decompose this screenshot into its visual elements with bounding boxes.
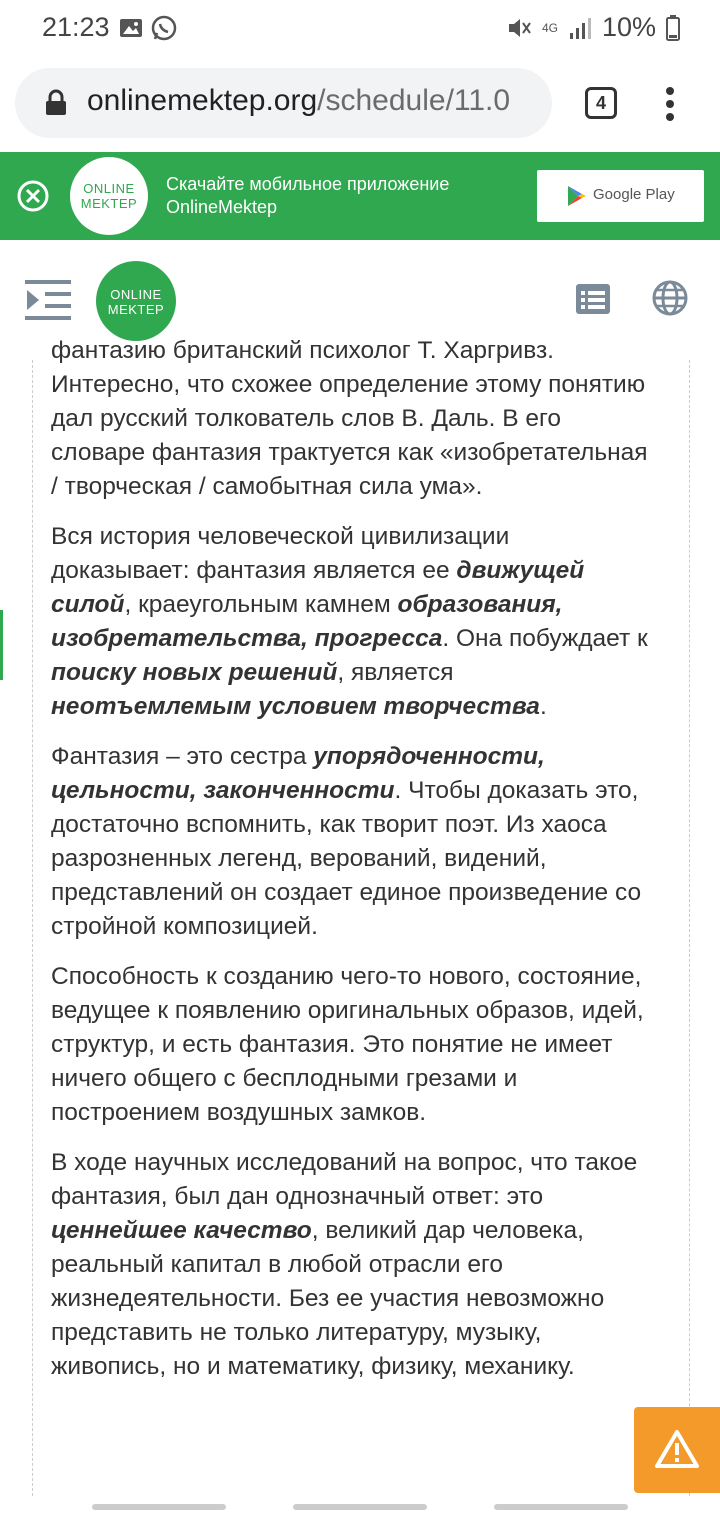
app-download-banner	[0, 152, 720, 240]
site-logo-line2: MEKTEP	[107, 302, 165, 317]
nav-recents[interactable]	[92, 1504, 226, 1510]
paragraph: фантазию британский психолог Т. Харгривз. Интересно, что схожее определение этому понятию дал русский толкователь слов В. Даль. В его словаре фантазия трактуется как «изобретательная / творческая / самобытная сила ума».	[51, 337, 648, 500]
system-nav-bar	[0, 1496, 720, 1520]
banner-text-line2: OnlineMektep	[166, 197, 278, 217]
text-run: , является	[337, 659, 454, 686]
menu-toggle-icon[interactable]	[25, 278, 71, 322]
close-banner-icon[interactable]	[17, 180, 49, 212]
warning-icon	[654, 1429, 700, 1469]
lock-icon	[45, 90, 67, 116]
banner-logo-line1: ONLINE	[83, 181, 135, 196]
url-path: /schedule/11.0	[317, 84, 511, 117]
more-options-icon[interactable]	[662, 86, 678, 122]
browser-toolbar	[0, 56, 720, 152]
emphasis-text: движущей силой	[51, 557, 585, 618]
content-border-right	[689, 360, 690, 1496]
tab-switcher-button[interactable]: 4	[585, 87, 617, 119]
battery-percent: 10%	[601, 12, 656, 42]
content-border-left	[32, 360, 33, 1496]
url-domain: onlinemektep.org	[87, 84, 318, 117]
signal-icon	[568, 15, 592, 41]
text-run: Вся история человеческой цивилизации доказывает: фантазия является ее	[51, 523, 510, 584]
banner-logo	[70, 157, 148, 235]
side-indicator	[0, 610, 3, 680]
google-play-button[interactable]	[537, 170, 704, 222]
article-text	[51, 334, 651, 1400]
site-logo[interactable]	[96, 261, 176, 341]
paragraph: Способность к созданию чего-то нового, состояние, ведущее к появлению оригинальных образов, идей, структур, и есть фантазия. Это понятие не имеет ничего общего с бесплодными грезами и построением воздушных замков.	[51, 963, 644, 1126]
emphasis-text: ценнейшее качество	[51, 1217, 312, 1244]
text-run: Фантазия – это сестра	[51, 743, 314, 770]
banner-text-line1: Скачайте мобильное приложение	[166, 174, 450, 194]
lesson-content[interactable]	[0, 337, 720, 1496]
status-time: 21:23	[42, 12, 110, 42]
report-issue-button[interactable]	[634, 1407, 720, 1493]
url-text[interactable]	[87, 84, 547, 118]
text-run: . Она побуждает к	[442, 625, 648, 652]
paragraph	[51, 520, 651, 724]
emphasis-text: образования, изобретательства, прогресса	[51, 591, 563, 652]
nav-home[interactable]	[293, 1504, 427, 1510]
emphasis-text: упорядоченности, цельности, законченности	[51, 743, 545, 804]
address-bar[interactable]	[15, 68, 552, 138]
site-logo-line1: ONLINE	[110, 287, 162, 302]
status-bar	[0, 0, 720, 56]
paragraph	[51, 1146, 651, 1384]
banner-logo-line2: MEKTEP	[80, 196, 138, 211]
text-run: , краеугольным камнем	[124, 591, 398, 618]
google-play-icon	[568, 186, 586, 206]
google-play-label: Google Play	[593, 186, 675, 203]
gallery-icon	[118, 14, 144, 42]
list-icon[interactable]	[576, 284, 610, 314]
emphasis-text: поиску новых решений	[51, 659, 338, 686]
battery-icon	[666, 15, 680, 41]
text-run: , великий дар человека, реальный капитал в любой отрасли его жизнедеятельности. Без ее участия невозможно представить не только литературу, музыку, живопись, но и математику, физику, механику.	[51, 1217, 605, 1380]
nav-back[interactable]	[494, 1504, 628, 1510]
status-right	[506, 12, 680, 43]
mute-icon	[506, 15, 532, 41]
text-run: . Чтобы доказать это, достаточно вспомнить, как творит поэт. Из хаоса разрозненных легенд, верований, видений, представлений он создает единое произведение со стройной композицией.	[51, 777, 642, 940]
network-type: 4G	[541, 20, 558, 35]
text-run: .	[539, 693, 547, 720]
text-run: В ходе научных исследований на вопрос, что такое фантазия, был дан однозначный ответ: это	[51, 1149, 638, 1210]
emphasis-text: неотъемлемым условием творчества	[51, 693, 540, 720]
whatsapp-icon	[150, 14, 178, 42]
banner-text	[166, 173, 449, 219]
language-globe-icon[interactable]	[652, 280, 688, 316]
paragraph	[51, 740, 651, 944]
